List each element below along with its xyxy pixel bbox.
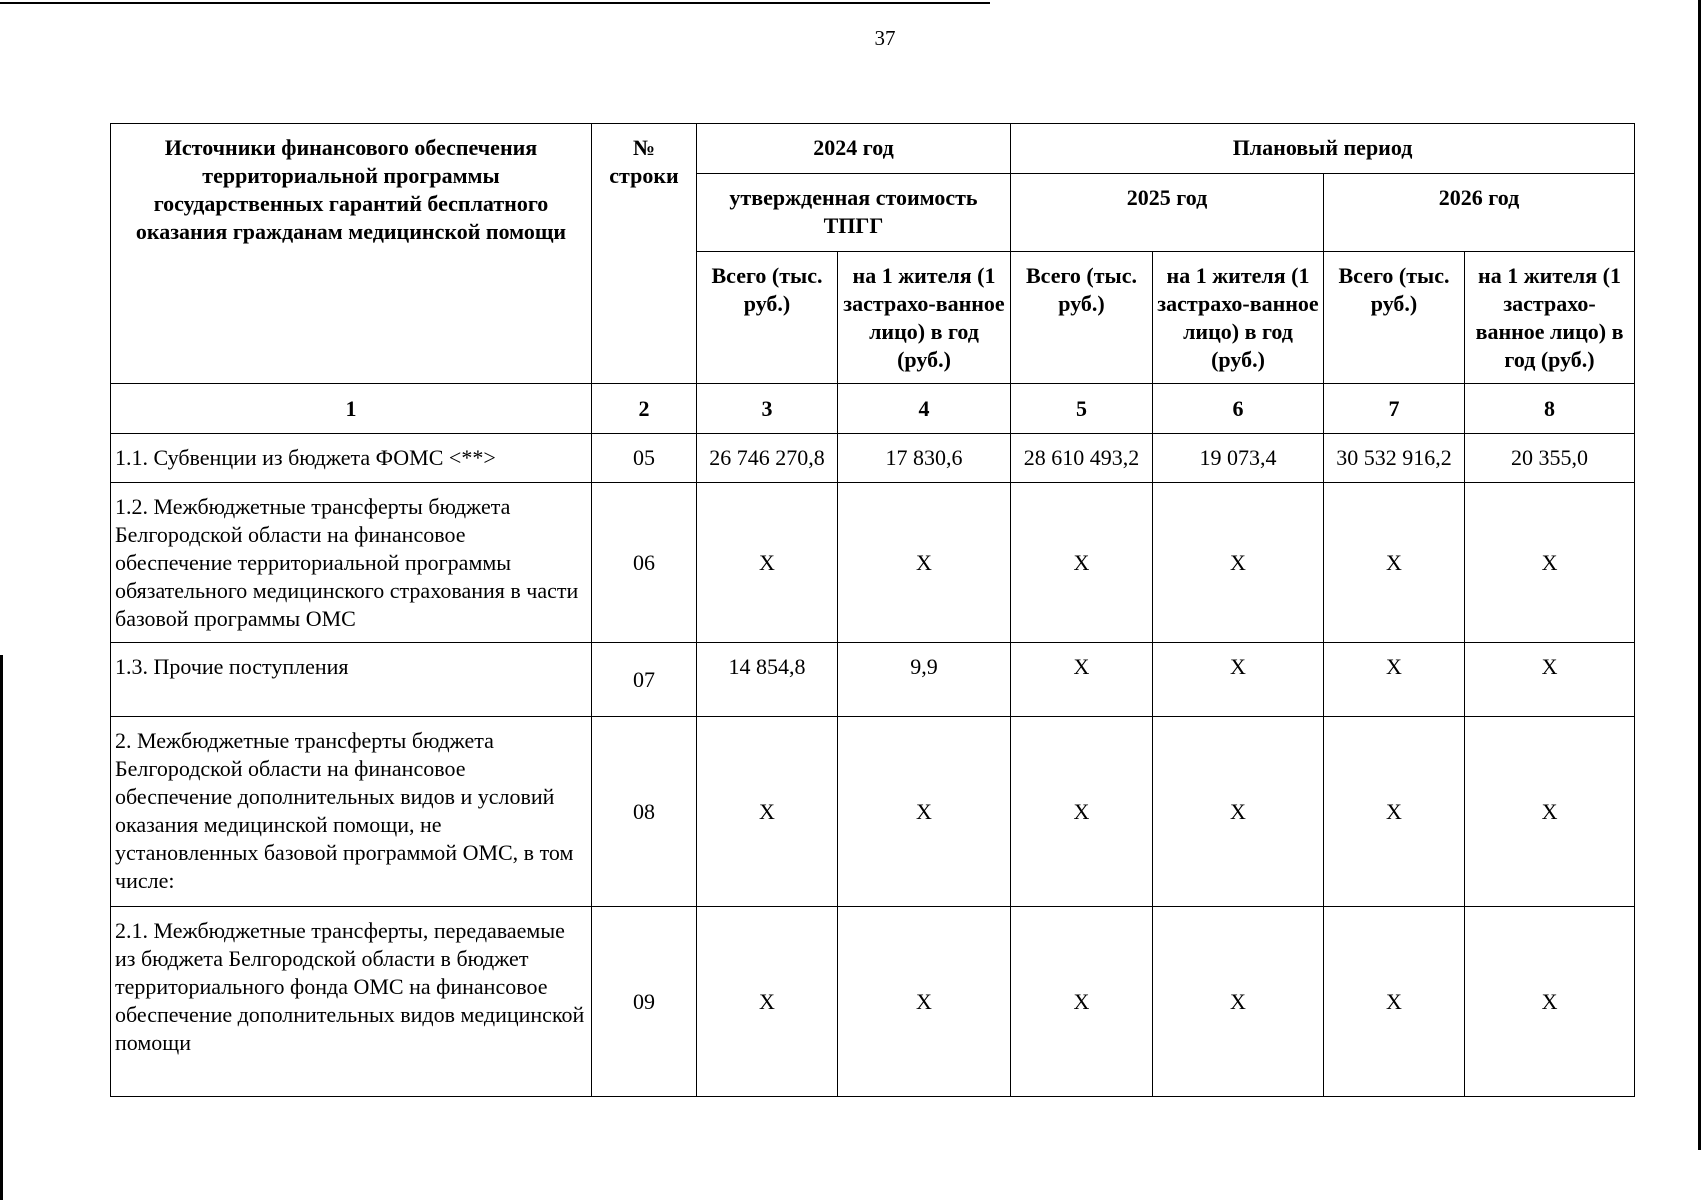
value-2024-per-capita: X xyxy=(838,907,1011,1097)
row-source-name: 1.1. Субвенции из бюджета ФОМС <**> xyxy=(111,434,592,483)
header-year-2026: 2026 год xyxy=(1324,174,1635,252)
table-row xyxy=(111,643,1635,717)
value-2024-total: 26 746 270,8 xyxy=(697,434,838,483)
row-code: 08 xyxy=(592,717,697,907)
row-source-name: 1.2. Межбюджетные трансферты бюджета Белгородской области на финансовое обеспечение территориальной программы обязательного медицинского страхования в части базовой программы ОМС xyxy=(111,483,592,643)
left-border-line xyxy=(0,655,3,1200)
value-2026-total: X xyxy=(1324,643,1465,717)
column-number: 1 xyxy=(111,384,592,434)
column-number: 6 xyxy=(1153,384,1324,434)
value-2025-per-capita: 19 073,4 xyxy=(1153,434,1324,483)
value-2026-per-capita: X xyxy=(1465,643,1635,717)
value-2024-total: X xyxy=(697,907,838,1097)
value-2026-total: X xyxy=(1324,907,1465,1097)
value-2025-per-capita: X xyxy=(1153,483,1324,643)
header-2024-total: Всего (тыс. руб.) xyxy=(697,252,838,384)
header-row-number: № строки xyxy=(592,124,697,384)
value-2026-per-capita: X xyxy=(1465,907,1635,1097)
column-number: 2 xyxy=(592,384,697,434)
row-code: 09 xyxy=(592,907,697,1097)
value-2025-total: 28 610 493,2 xyxy=(1011,434,1153,483)
value-2025-per-capita: X xyxy=(1153,643,1324,717)
header-2025-per-capita: на 1 жителя (1 застрахо-ванное лицо) в год (руб.) xyxy=(1153,252,1324,384)
header-year-2024: 2024 год xyxy=(697,124,1011,174)
value-2024-per-capita: 9,9 xyxy=(838,643,1011,717)
value-2026-total: X xyxy=(1324,483,1465,643)
row-source-name: 1.3. Прочие поступления xyxy=(111,643,592,717)
header-approved-cost: утвержденная стоимость ТПГГ xyxy=(697,174,1011,252)
header-2026-per-capita: на 1 жителя (1 застрахо-ванное лицо) в год (руб.) xyxy=(1465,252,1635,384)
row-code: 07 xyxy=(592,643,697,717)
column-number: 4 xyxy=(838,384,1011,434)
column-number: 3 xyxy=(697,384,838,434)
value-2024-total: X xyxy=(697,717,838,907)
value-2025-total: X xyxy=(1011,907,1153,1097)
table-row xyxy=(111,483,1635,643)
column-number: 5 xyxy=(1011,384,1153,434)
row-code: 06 xyxy=(592,483,697,643)
value-2025-per-capita: X xyxy=(1153,717,1324,907)
header-row-1 xyxy=(111,124,1635,174)
value-2026-per-capita: X xyxy=(1465,717,1635,907)
column-number: 7 xyxy=(1324,384,1465,434)
right-border-line xyxy=(1698,0,1701,1150)
row-code: 05 xyxy=(592,434,697,483)
header-2026-total: Всего (тыс. руб.) xyxy=(1324,252,1465,384)
table-row xyxy=(111,907,1635,1097)
table-row xyxy=(111,434,1635,483)
value-2024-per-capita: X xyxy=(838,717,1011,907)
value-2025-total: X xyxy=(1011,717,1153,907)
header-2024-per-capita: на 1 жителя (1 застрахо-ванное лицо) в год (руб.) xyxy=(838,252,1011,384)
value-2024-total: X xyxy=(697,483,838,643)
value-2024-per-capita: 17 830,6 xyxy=(838,434,1011,483)
header-2025-total: Всего (тыс. руб.) xyxy=(1011,252,1153,384)
value-2024-total: 14 854,8 xyxy=(697,643,838,717)
row-source-name: 2.1. Межбюджетные трансферты, передаваемые из бюджета Белгородской области в бюджет территориального фонда ОМС на финансовое обеспечение дополнительных видов медицинской помощи xyxy=(111,907,592,1097)
header-plan-period: Плановый период xyxy=(1011,124,1635,174)
value-2024-per-capita: X xyxy=(838,483,1011,643)
row-source-name: 2. Межбюджетные трансферты бюджета Белгородской области на финансовое обеспечение дополнительных видов и условий оказания медицинской помощи, не установленных базовой программой ОМС, в том числе: xyxy=(111,717,592,907)
header-year-2025: 2025 год xyxy=(1011,174,1324,252)
top-border-line xyxy=(0,2,990,4)
column-number: 8 xyxy=(1465,384,1635,434)
value-2026-per-capita: X xyxy=(1465,483,1635,643)
header-source: Источники финансового обеспечения территориальной программы государственных гарантий бесплатного оказания гражданам медицинской помощи xyxy=(111,124,592,384)
value-2025-total: X xyxy=(1011,483,1153,643)
value-2026-total: X xyxy=(1324,717,1465,907)
financing-sources-table xyxy=(110,123,1635,1097)
column-number-row xyxy=(111,384,1635,434)
value-2026-total: 30 532 916,2 xyxy=(1324,434,1465,483)
table-row xyxy=(111,717,1635,907)
value-2025-total: X xyxy=(1011,643,1153,717)
value-2026-per-capita: 20 355,0 xyxy=(1465,434,1635,483)
value-2025-per-capita: X xyxy=(1153,907,1324,1097)
page-number: 37 xyxy=(874,26,896,50)
